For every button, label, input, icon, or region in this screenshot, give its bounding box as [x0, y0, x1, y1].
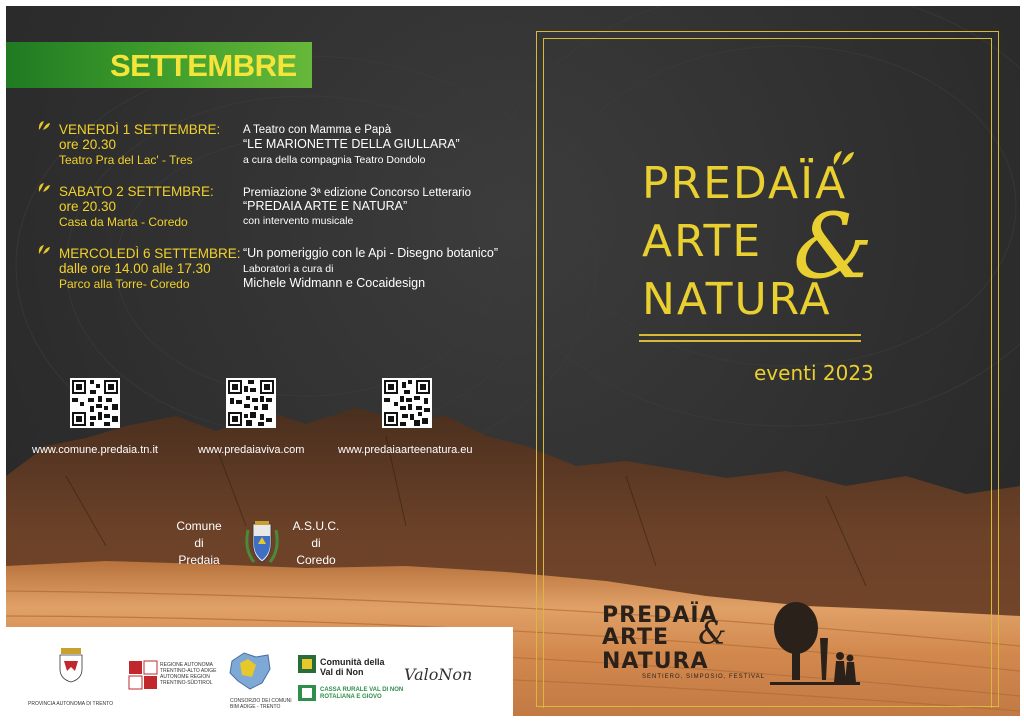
qr-code-icon[interactable] [382, 378, 432, 428]
leaf-bullet-icon [37, 243, 51, 255]
cassa-rurale-logo-icon [298, 685, 316, 701]
sponsor-regione: REGIONE AUTONOMA TRENTINO-ALTO ADIGE AUTONOME REGION TRENTINO-SÜDTIROL [160, 662, 217, 686]
sponsor-comunita: Comunità della Val di Non [320, 657, 385, 677]
event-1-line-2: “LE MARIONETTE DELLA GIULLARA” [243, 137, 460, 151]
cover-title-line-3: NATURA [642, 274, 832, 325]
event-3-date: MERCOLEDÌ 6 SETTEMBRE: [59, 246, 241, 261]
logo-tagline: SENTIERO, SIMPOSIO, FESTIVAL [642, 674, 765, 680]
provincia-crest-icon [56, 647, 86, 683]
month-title: SETTEMBRE [110, 48, 297, 83]
logo-line-1: PREDAÏA [602, 603, 718, 628]
event-1-time: ore 20.30 [59, 137, 117, 152]
sponsor-provincia: PROVINCIA AUTONOMA DI TRENTO [28, 701, 114, 707]
qr-code-icon[interactable] [226, 378, 276, 428]
event-2-line-2: “PREDAIA ARTE E NATURA” [243, 199, 408, 213]
leaf-bullet-icon [37, 119, 51, 131]
link-predaiaviva[interactable]: www.predaiaviva.com [198, 444, 305, 456]
cover-ampersand: & [793, 194, 874, 299]
event-1-place: Teatro Pra del Lac' - Tres [59, 153, 193, 167]
consorzio-map-icon [226, 649, 274, 693]
sponsor-consorzio: CONSORZIO DEI COMUNI BIM ADIGE - TRENTO [230, 698, 292, 710]
regione-crest-icon [128, 660, 158, 690]
event-1-date: VENERDÌ 1 SETTEMBRE: [59, 122, 221, 137]
event-2-place: Casa da Marta - Coredo [59, 215, 188, 229]
event-3-line-1: “Un pomeriggio con le Api - Disegno botanico” [243, 246, 498, 260]
event-3-place: Parco alla Torre- Coredo [59, 277, 190, 291]
comune-label: Comune di Predaia [176, 519, 222, 567]
event-1-line-1: A Teatro con Mamma e Papà [243, 124, 392, 136]
cover-title-line-2: ARTE [642, 216, 763, 267]
logo-line-2: ARTE [602, 625, 670, 650]
link-comune[interactable]: www.comune.predaia.tn.it [32, 444, 158, 456]
logo-ampersand: & [698, 614, 728, 652]
comune-crest-icon [242, 520, 282, 568]
event-3-time: dalle ore 14.00 alle 17.30 [59, 261, 211, 276]
asuc-label: A.S.U.C. di Coredo [292, 519, 340, 567]
sponsors-strip [6, 627, 513, 716]
event-2-line-3: con intervento musicale [243, 215, 354, 227]
cover-subtitle: eventi 2023 [754, 361, 874, 385]
leaf-bullet-icon [37, 181, 51, 193]
comunita-logo-icon [298, 655, 316, 673]
leaf-sprout-icon [831, 148, 855, 166]
tree-sculpture-icon [770, 598, 860, 688]
link-arteenatura[interactable]: www.predaiaarteenatura.eu [338, 444, 473, 456]
event-2-line-1: Premiazione 3ª edizione Concorso Letterario [243, 187, 471, 199]
logo-line-3: NATURA [602, 649, 709, 674]
sponsor-cassa-rurale: CASSA RURALE VAL DI NON ROTALIANA E GIOVO [320, 687, 404, 700]
sponsor-valonon: ValoNon [404, 665, 473, 684]
title-rule [639, 334, 861, 336]
flyer-sheet [6, 6, 1020, 716]
event-2-time: ore 20.30 [59, 199, 117, 214]
qr-code-icon[interactable] [70, 378, 120, 428]
event-1-line-3: a cura della compagnia Teatro Dondolo [243, 154, 426, 166]
event-2-date: SABATO 2 SETTEMBRE: [59, 184, 214, 199]
cover-title-line-1: PREDAÏA [642, 158, 848, 209]
title-rule [639, 340, 861, 342]
event-3-line-3: Michele Widmann e Cocaidesign [243, 276, 426, 290]
event-3-line-2: Laboratori a cura di [243, 263, 334, 275]
